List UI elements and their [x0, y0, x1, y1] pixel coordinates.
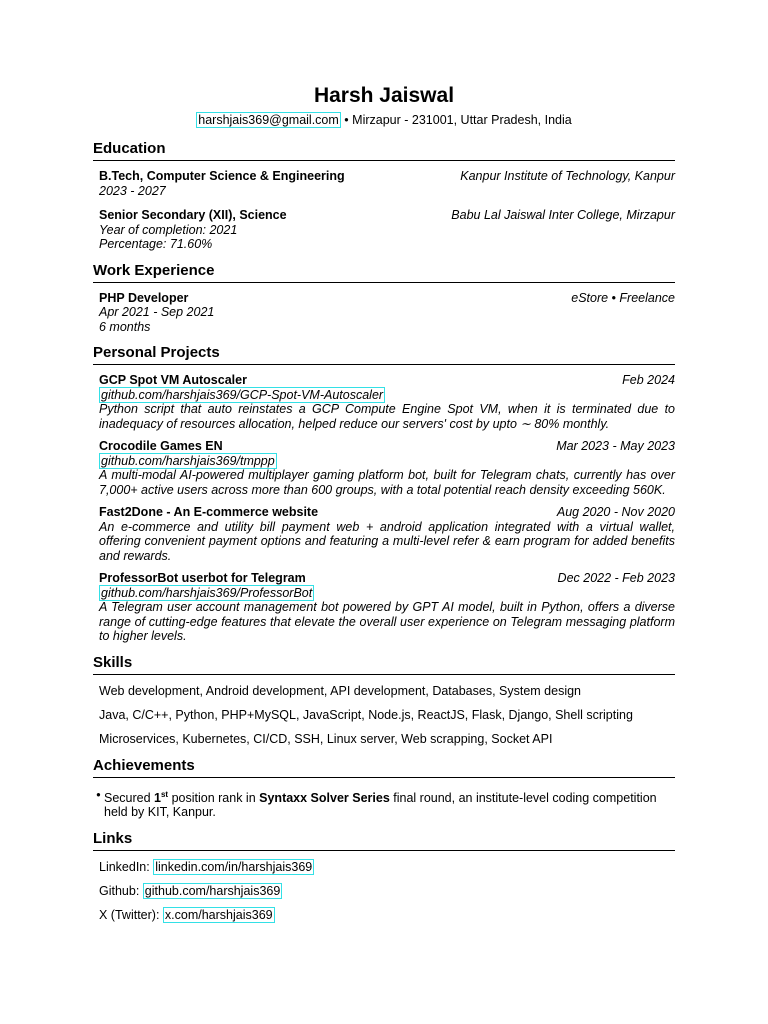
- education-dates: 2023 - 2027: [99, 183, 166, 198]
- twitter-link[interactable]: x.com/harshjais369: [164, 907, 273, 922]
- project-link[interactable]: github.com/harshjais369/GCP-Spot-VM-Autoscaler: [101, 387, 384, 402]
- achievement-text: Secured 1st position rank in Syntaxx Solver Series final round, an institute-level coding competition held by KIT, Kanpur.: [104, 789, 657, 820]
- education-entry: [93, 169, 675, 198]
- linkedin-link[interactable]: linkedin.com/in/harshjais369: [155, 859, 313, 874]
- link-row-twitter: [93, 907, 675, 923]
- bullet-marker: •: [96, 787, 101, 802]
- project-date: Feb 2024: [622, 373, 675, 387]
- section-education-title: Education: [93, 140, 675, 161]
- degree-title: B.Tech, Computer Science & Engineering: [99, 169, 345, 183]
- section-links-title: Links: [93, 830, 675, 851]
- project-link[interactable]: github.com/harshjais369/tmppp: [101, 453, 275, 468]
- completion-year: Year of completion: 2021: [99, 222, 238, 237]
- job-dates: Apr 2021 - Sep 2021: [99, 305, 215, 319]
- skills-line: Microservices, Kubernetes, CI/CD, SSH, Linux server, Web scrapping, Socket API: [99, 731, 553, 746]
- github-link[interactable]: github.com/harshjais369: [144, 883, 281, 898]
- contact-separator: •: [344, 113, 349, 127]
- rank-number: 1: [154, 790, 161, 805]
- link-row-github: [93, 883, 675, 899]
- project-item: [93, 373, 675, 431]
- project-description: A multi-modal AI-powered multiplayer gaming platform bot, built for Telegram chats, currently has over 7,000+ active users across more than 600 groups, with a total potential reach density exceeding 560K.: [99, 468, 675, 497]
- resume-page: [93, 84, 675, 923]
- contact-line: [93, 112, 675, 128]
- project-item: [93, 505, 675, 563]
- section-skills-title: Skills: [93, 654, 675, 675]
- job-org: eStore • Freelance: [571, 290, 675, 305]
- link-label: Github:: [99, 883, 140, 898]
- candidate-name: Harsh Jaiswal: [313, 84, 455, 107]
- project-description: Python script that auto reinstates a GCP Compute Engine Spot VM, when it is terminated due to inadequacy of resources allocation, helped reduce our servers' cost by upto ∼ 80% monthly.: [99, 402, 675, 431]
- project-name: ProfessorBot userbot for Telegram: [99, 571, 306, 585]
- project-date: Dec 2022 - Feb 2023: [557, 571, 675, 585]
- project-item: [93, 439, 675, 497]
- project-link[interactable]: github.com/harshjais369/ProfessorBot: [101, 585, 313, 600]
- section-projects-title: Personal Projects: [93, 344, 675, 365]
- section-work-title: Work Experience: [93, 262, 675, 283]
- job-duration: 6 months: [99, 319, 151, 334]
- project-description: An e-commerce and utility bill payment web + android application integrated with a virtual wallet, offering convenient payment options and featuring a multi-level refer & earn program for added benefits and rewards.: [99, 519, 675, 563]
- percentage: Percentage: 71.60%: [99, 237, 213, 251]
- achievement-item: [93, 788, 675, 820]
- job-role: PHP Developer: [99, 290, 189, 305]
- event-name: Syntaxx Solver Series: [259, 790, 390, 805]
- location-text: Mirzapur - 231001, Uttar Pradesh, India: [352, 113, 572, 127]
- project-date: Aug 2020 - Nov 2020: [556, 505, 675, 519]
- education-entry: [93, 208, 675, 252]
- skills-line: Java, C/C++, Python, PHP+MySQL, JavaScript, Node.js, ReactJS, Flask, Django, Shell scripting: [99, 707, 633, 722]
- project-item: [93, 571, 675, 644]
- link-label: X (Twitter):: [99, 907, 160, 922]
- project-name: Crocodile Games EN: [99, 439, 223, 453]
- project-name: Fast2Done - An E-commerce website: [99, 505, 319, 519]
- link-label: LinkedIn:: [99, 859, 150, 874]
- project-description: A Telegram user account management bot powered by GPT AI model, built in Python, offers a diverse range of cutting-edge features that elevate the overall user experience on Telegram messaging platform to higher levels.: [99, 600, 675, 643]
- institution-name: Babu Lal Jaiswal Inter College, Mirzapur: [451, 208, 675, 222]
- project-name: GCP Spot VM Autoscaler: [99, 373, 247, 387]
- work-entry: [93, 291, 675, 335]
- section-achievements-title: Achievements: [93, 757, 675, 778]
- email-link[interactable]: harshjais369@gmail.com: [198, 113, 339, 127]
- institution-name: Kanpur Institute of Technology, Kanpur: [460, 169, 675, 183]
- degree-title: Senior Secondary (XII), Science: [99, 208, 287, 222]
- link-row-linkedin: [93, 859, 675, 875]
- project-date: Mar 2023 - May 2023: [556, 439, 675, 453]
- skills-line: Web development, Android development, API development, Databases, System design: [99, 683, 582, 698]
- rank-suffix: st: [160, 789, 169, 799]
